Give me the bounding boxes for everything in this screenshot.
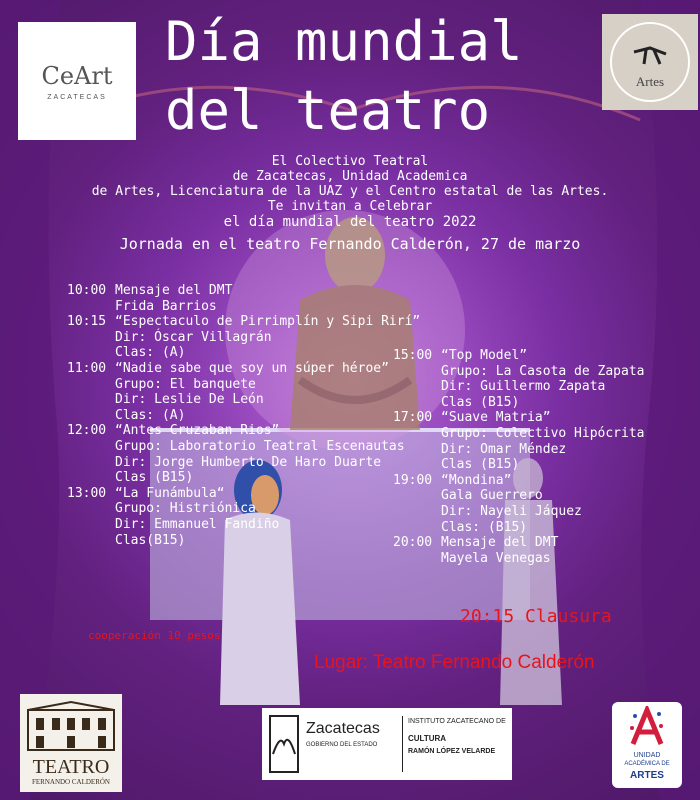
program-entry <box>393 395 645 411</box>
program-entry <box>67 345 420 361</box>
program-text: Clas (B15) <box>441 457 520 473</box>
program-entry <box>67 314 420 330</box>
program-text: “La Funámbula“ <box>115 485 225 501</box>
program-entry <box>393 535 645 551</box>
program-entry <box>67 533 420 549</box>
zacatecas-cultura-logo <box>262 708 512 780</box>
program-text: Clas: (A) <box>115 407 186 423</box>
program-entry <box>67 392 420 408</box>
program-time: 20:00 <box>393 535 433 551</box>
program-text: “Suave Matria” <box>441 410 551 426</box>
program-time: 19:00 <box>393 472 433 488</box>
program-text: Mensaje del DMT <box>115 283 233 298</box>
teatro-logo-name: TEATRO <box>32 756 110 778</box>
program-text: Grupo: Laboratorio Teatral Escenautas <box>115 438 405 454</box>
program-entry <box>67 439 420 455</box>
program-time: 10:00 <box>67 283 107 298</box>
program-entry <box>393 379 645 395</box>
title-line-2: del teatro <box>165 79 491 142</box>
artes-a-emblem-icon <box>629 706 665 746</box>
program-text: Grupo: Colectivo Hipócrita <box>441 425 645 441</box>
program-text: Clas (B15) <box>115 470 194 486</box>
program-entry <box>393 551 645 567</box>
program-time: 11:00 <box>67 360 107 376</box>
institute-line-2: CULTURA <box>408 734 447 743</box>
program-entry <box>393 520 645 536</box>
program-entry <box>67 455 420 471</box>
intro-line-2: de Zacatecas, Unidad Academica <box>232 169 468 184</box>
program-entry <box>67 486 420 502</box>
program-text: Clas(B15) <box>115 532 186 548</box>
cooperation-text: cooperación 10 pesos <box>88 629 221 642</box>
program-time: 15:00 <box>393 348 433 363</box>
program-text: Dir: Jorge Humberto De Haro Duarte <box>115 454 382 470</box>
teatro-logo-sub: FERNANDO CALDERÓN <box>32 778 110 786</box>
program-text: Clas: (B15) <box>441 519 528 535</box>
program-text: Frida Barrios <box>115 298 217 314</box>
program-entry <box>67 470 420 486</box>
institute-line-3: RAMÓN LÓPEZ VELARDE <box>408 748 496 755</box>
program-left <box>67 283 420 548</box>
program-entry <box>67 283 420 299</box>
closing-text: 20:15 Clausura <box>460 606 612 627</box>
program-entry <box>393 426 645 442</box>
title-line-1: Día mundial <box>165 10 523 73</box>
uaz-line-1: UNIDAD <box>633 752 661 759</box>
ceart-logo-sub: ZACATECAS <box>47 94 107 101</box>
program-text: Dir: Óscar Villagrán <box>115 329 272 345</box>
zacatecas-emblem-icon <box>268 714 300 774</box>
program-entry <box>393 457 645 473</box>
program-time: 13:00 <box>67 485 107 501</box>
program-entry <box>67 361 420 377</box>
intro-line-3: de Artes, Licenciatura de la UAZ y el Centro estatal de las Artes. <box>91 184 609 199</box>
program-text: “Mondina” <box>441 472 512 488</box>
intro-line-4: Te invitan a Celebrar <box>267 199 433 214</box>
program-time: 12:00 <box>67 423 107 439</box>
program-text: “Nadie sabe que soy un súper héroe” <box>115 360 389 376</box>
program-text: Dir: Emmanuel Fandiño <box>115 516 280 532</box>
program-text: Mensaje del DMT <box>441 535 559 551</box>
venue-text: Lugar: Teatro Fernando Calderón <box>314 652 595 673</box>
program-entry <box>393 473 645 489</box>
ceart-logo <box>18 22 136 140</box>
program-text: Clas (B15) <box>441 394 520 410</box>
program-time: 17:00 <box>393 410 433 426</box>
artes-logo <box>602 14 698 110</box>
artes-logo-name: Artes <box>635 74 665 89</box>
program-text: Dir: Nayeli Jáquez <box>441 503 582 519</box>
uaz-artes-logo <box>612 702 682 788</box>
program-entry <box>393 504 645 520</box>
intro-line-5: el día mundial del teatro 2022 <box>223 214 477 230</box>
program-text: Grupo: Histriónica <box>115 501 256 517</box>
program-text: Dir: Guillermo Zapata <box>441 379 606 395</box>
intro-line-1: El Colectivo Teatral <box>271 154 429 169</box>
program-entry <box>393 410 645 426</box>
intro-line-6: Jornada en el teatro Fernando Calderón, 27 de marzo <box>119 235 581 253</box>
program-entry <box>67 299 420 315</box>
ceart-logo-name: CeArt <box>41 62 113 90</box>
program-text: Grupo: La Casota de Zapata <box>441 363 645 379</box>
program-text: Dir: Leslie De León <box>115 392 264 408</box>
dancer-icon <box>632 44 668 66</box>
program-text: “Antes Cruzaban Rios” <box>115 423 280 439</box>
program-text: Clas: (A) <box>115 345 186 361</box>
right-curtain <box>640 0 700 800</box>
program-entry <box>393 488 645 504</box>
program-entry <box>67 423 420 439</box>
program-entry <box>393 348 645 364</box>
program-entry <box>67 501 420 517</box>
theatre-building-icon <box>26 700 116 752</box>
program-entry <box>67 517 420 533</box>
program-entry <box>67 330 420 346</box>
program-text: Grupo: El banquete <box>115 376 256 392</box>
teatro-fernando-calderon-logo <box>20 694 122 792</box>
uaz-line-3: ARTES <box>630 770 664 781</box>
program-text: Dir: Omar Méndez <box>441 441 567 457</box>
institute-line-1: INSTITUTO ZACATECANO DE <box>408 718 506 725</box>
program-entry <box>67 377 420 393</box>
zacatecas-name: Zacatecas <box>306 720 380 737</box>
program-text: “Espectaculo de Pirrimplín y Sipi Rirí” <box>115 314 421 330</box>
program-text: Gala Guerrero <box>441 488 543 504</box>
program-entry <box>67 408 420 424</box>
uaz-line-2: ACADÉMICA DE <box>624 761 670 767</box>
program-text: Mayela Venegas <box>441 550 551 566</box>
zacatecas-sub: GOBIERNO DEL ESTADO <box>306 742 378 748</box>
program-text: “Top Model” <box>441 348 528 363</box>
program-entry <box>393 364 645 380</box>
program-time: 10:15 <box>67 314 107 330</box>
program-right <box>393 348 645 566</box>
program-entry <box>393 442 645 458</box>
